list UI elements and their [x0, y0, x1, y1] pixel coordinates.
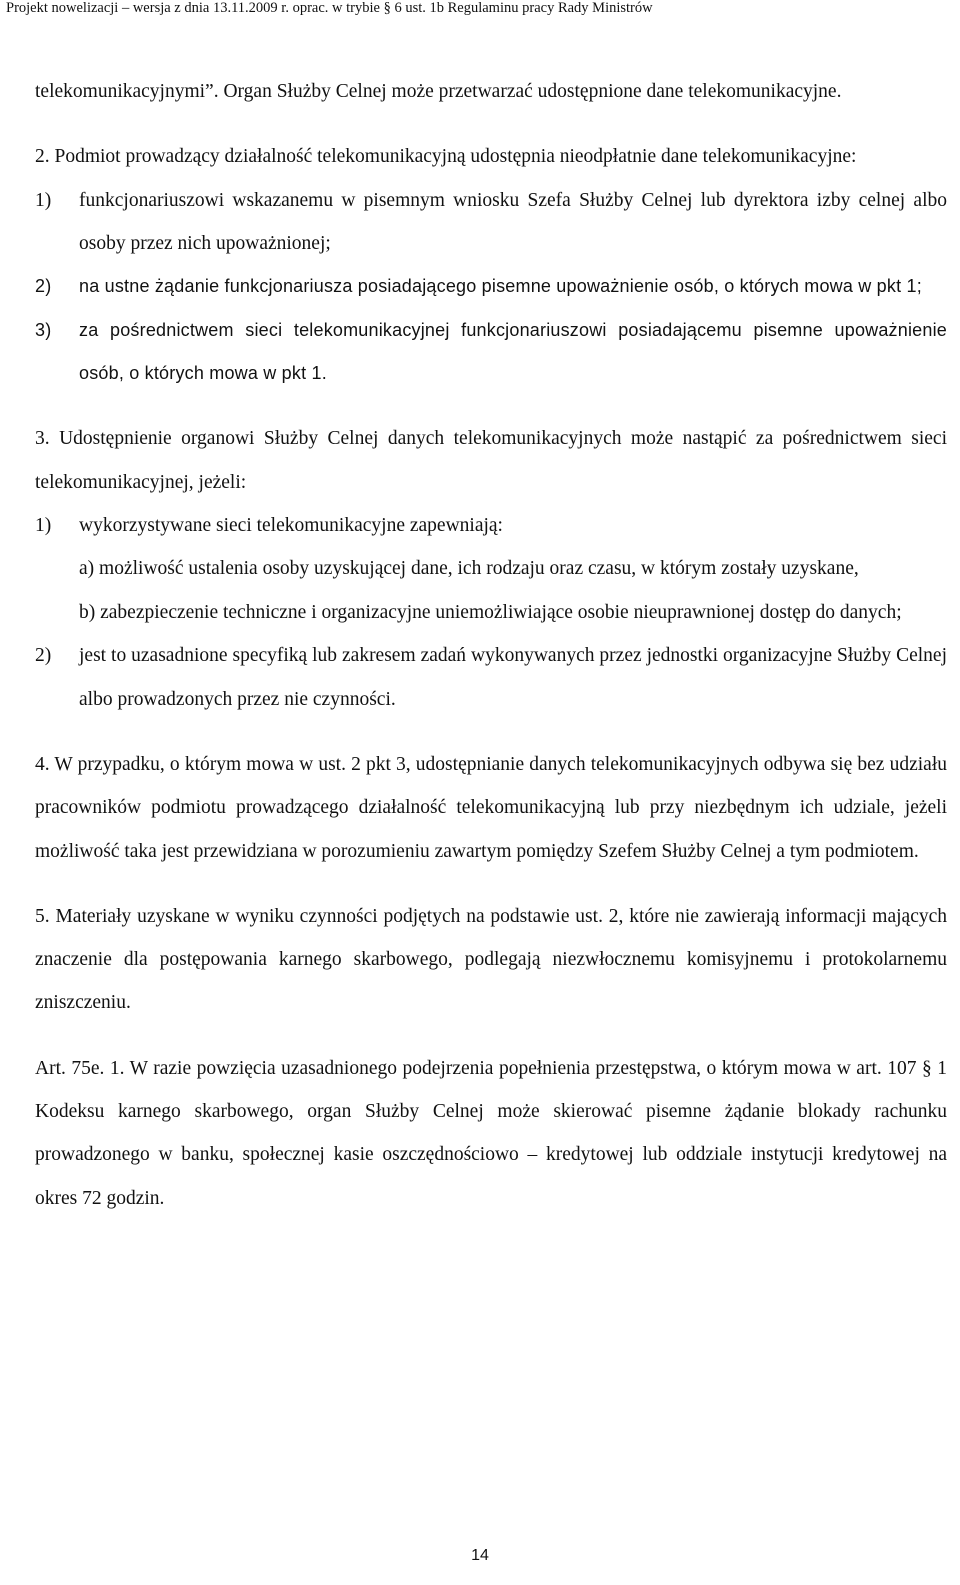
section-3-item-1	[35, 504, 947, 547]
item-text: za pośrednictwem sieci telekomunikacyjnej funkcjonariuszowi posiadającemu pisemne upoważnienie osób, o których mowa w pkt 1.	[79, 319, 947, 384]
section-3-intro	[35, 417, 947, 504]
section-4	[35, 743, 947, 873]
section-2-item-2	[35, 265, 947, 308]
item-text: wykorzystywane sieci telekomunikacyjne zapewniają:	[79, 515, 503, 537]
section-2	[35, 135, 947, 395]
item-number: 1)	[35, 515, 52, 537]
item-number: 3)	[35, 319, 52, 340]
section-5	[35, 895, 947, 1025]
section-5-number: 5.	[35, 905, 50, 927]
item-text: jest to uzasadnione specyfiką lub zakresem zadań wykonywanych przez jednostki organizacyjne Służby Celnej albo prowadzonych przez nie czynności.	[79, 645, 947, 710]
page-number: 14	[471, 1547, 489, 1564]
section-2-number: 2.	[35, 146, 50, 168]
section-2-intro	[35, 135, 947, 178]
document-body	[35, 70, 947, 1220]
section-2-item-1	[35, 179, 947, 266]
section-3-number: 3.	[35, 428, 50, 450]
page-header	[0, 0, 960, 26]
item-number: 2)	[35, 645, 52, 667]
item-number: 1)	[35, 189, 52, 211]
section-3	[35, 417, 947, 721]
section-3-subitem-a	[35, 547, 947, 590]
subitem-text: możliwość ustalenia osoby uzyskującej dane, ich rodzaju oraz czasu, w którym zostały uzyskane,	[99, 558, 859, 580]
section-2-item-3	[35, 309, 947, 396]
intro-paragraph: telekomunikacyjnymi”. Organ Służby Celnej może przetwarzać udostępnione dane telekomunikacyjne.	[35, 81, 842, 102]
section-4-number: 4.	[35, 753, 50, 775]
header-text: Projekt nowelizacji – wersja z dnia 13.11.2009 r. oprac. w trybie § 6 ust. 1b Regulaminu pracy Rady Ministrów	[6, 0, 653, 16]
subitem-letter: b)	[79, 601, 96, 623]
section-3-subitem-b	[35, 591, 947, 634]
item-number: 2)	[35, 276, 52, 297]
section-4-text: W przypadku, o którym mowa w ust. 2 pkt 3, udostępnianie danych telekomunikacyjnych odbywa się bez udziału pracowników podmiotu prowadzącego działalność telekomunikacyjną lub przy niezbędnym ich udziale, jeżeli możliwość taka jest przewidziana w porozumieniu zawartym pomiędzy Szefem Służby Celnej a tym podmiotem.	[35, 753, 947, 862]
section-3-item-2	[35, 634, 947, 721]
section-2-text: Podmiot prowadzący działalność telekomunikacyjną udostępnia nieodpłatnie dane telekomunikacyjne:	[54, 146, 857, 168]
section-5-text: Materiały uzyskane w wyniku czynności podjętych na podstawie ust. 2, które nie zawierają informacji mających znaczenie dla postępowania karnego skarbowego, podlegają niezwłocznemu komisyjnemu i protokolarnemu zniszczeniu.	[35, 905, 948, 1014]
article-75e: Art. 75e. 1. W razie powzięcia uzasadnionego podejrzenia popełnienia przestępstwa, o którym mowa w art. 107 § 1 Kodeksu karnego skarbowego, organ Służby Celnej może skierować pisemne żądanie blokady rachunku prowadzonego w banku, społecznej kasie oszczędnościowo – kredytowej lub oddziale instytucji kredytowej na okres 72 godzin.	[35, 1057, 947, 1209]
subitem-letter: a)	[79, 558, 95, 580]
item-text: na ustne żądanie funkcjonariusza posiadającego pisemne upoważnienie osób, o których mowa w pkt 1;	[79, 276, 922, 297]
subitem-text: zabezpieczenie techniczne i organizacyjne uniemożliwiające osobie nieuprawnionej dostęp do danych;	[100, 601, 902, 623]
section-3-text: Udostępnienie organowi Służby Celnej danych telekomunikacyjnych może nastąpić za pośrednictwem sieci telekomunikacyjnej, jeżeli:	[35, 428, 947, 493]
item-text: funkcjonariuszowi wskazanemu w pisemnym wniosku Szefa Służby Celnej lub dyrektora izby celnej albo osoby przez nich upoważnionej;	[79, 189, 947, 254]
